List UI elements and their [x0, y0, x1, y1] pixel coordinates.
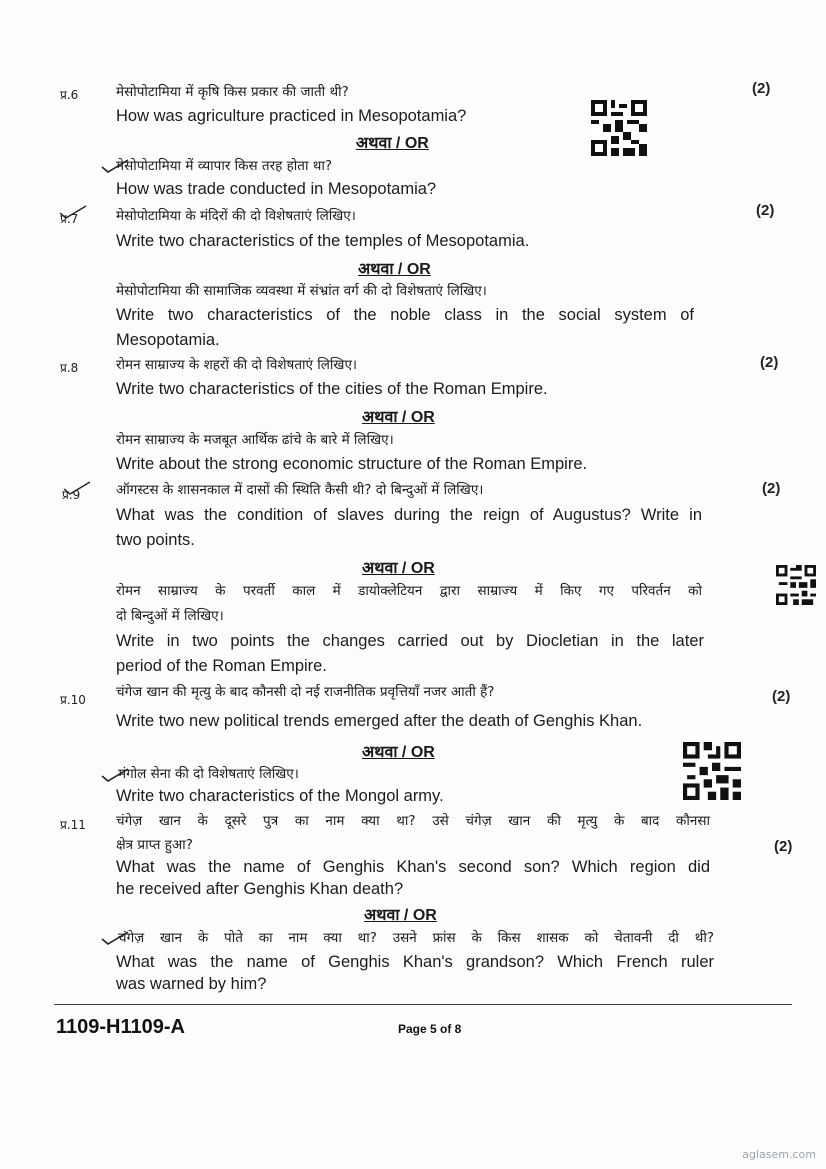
question-text-english-continued: two points.: [116, 531, 195, 549]
question-number: प्र.9: [62, 488, 81, 502]
or-label: अथवा / OR: [356, 135, 429, 152]
question-number: प्र.6: [60, 88, 79, 102]
question-number: प्र.7: [60, 212, 79, 226]
qr-code-icon: [683, 742, 741, 800]
question-text-english-continued: he received after Genghis Khan death?: [116, 880, 404, 898]
alternative-text-hindi: मेसोपोटामिया में व्यापार किस तरह होता था?: [116, 158, 333, 174]
alternative-text-english-continued: was warned by him?: [116, 975, 267, 993]
or-label: अथवा / OR: [364, 907, 437, 924]
question-marks: (2): [752, 80, 771, 97]
qr-code-icon: [776, 565, 816, 605]
question-text-hindi: चंगेज खान की मृत्यु के बाद कौनसी दो नई राजनीतिक प्रवृत्तियाँ नजर आती हैं?: [116, 684, 495, 700]
question-marks: (2): [772, 688, 791, 705]
alternative-text-english: What was the name of Genghis Khan's grandson? Which French ruler: [116, 953, 714, 971]
or-label: अथवा / OR: [358, 261, 431, 278]
or-label: अथवा / OR: [362, 409, 435, 426]
question-marks: (2): [756, 202, 775, 219]
check-mark-icon: [58, 204, 88, 220]
question-number: प्र.11: [60, 818, 86, 832]
question-text-english: Write two characteristics of the temples of Mesopotamia.: [116, 232, 530, 250]
question-marks: (2): [762, 480, 781, 497]
alternative-text-hindi: रोमन साम्राज्य के मजबूत आर्थिक ढांचे के बारे में लिखिए।: [116, 432, 394, 448]
page-number: Page 5 of 8: [398, 1022, 462, 1036]
alternative-text-hindi: चंगेज़ खान के पोते का नाम क्या था? उसने फ्रांस के किस शासक को चेतावनी दी थी?: [118, 930, 714, 946]
question-marks: (2): [760, 354, 779, 371]
question-number: प्र.8: [60, 361, 79, 375]
alternative-text-english: Write two characteristics of the noble class in the social system of: [116, 306, 694, 324]
question-text-hindi: ऑगस्टस के शासनकाल में दासों की स्थिति कैसी थी? दो बिन्दुओं में लिखिए।: [116, 482, 484, 498]
alternative-text-hindi: मंगोल सेना की दो विशेषताएं लिखिए।: [118, 766, 299, 782]
question-text-hindi: मेसोपोटामिया में कृषि किस प्रकार की जाती थी?: [116, 84, 349, 100]
question-text-english: Write two characteristics of the cities of the Roman Empire.: [116, 380, 548, 398]
question-text-english: What was the name of Genghis Khan's second son? Which region did: [116, 858, 710, 876]
question-text-hindi: रोमन साम्राज्य के शहरों की दो विशेषताएं लिखिए।: [116, 357, 358, 373]
or-label: अथवा / OR: [362, 744, 435, 761]
check-mark-icon: [62, 480, 92, 496]
question-text-english: What was the condition of slaves during the reign of Augustus? Write in: [116, 506, 702, 524]
paper-code: 1109-H1109-A: [56, 1016, 185, 1038]
qr-code-icon: [591, 100, 647, 156]
alternative-text-english-continued: Mesopotamia.: [116, 331, 220, 349]
question-text-hindi: चंगेज़ खान के दूसरे पुत्र का नाम क्या था? उसे चंगेज़ खान की मृत्यु के बाद कौनसा: [116, 813, 710, 829]
question-text-hindi-continued: क्षेत्र प्राप्त हुआ?: [116, 837, 193, 853]
alternative-text-hindi: मेसोपोटामिया की सामाजिक व्यवस्था में संभ्रांत वर्ग की दो विशेषताएं लिखिए।: [116, 283, 487, 299]
watermark: aglasem.com: [742, 1148, 816, 1161]
alternative-text-hindi-continued: दो बिन्दुओं में लिखिए।: [116, 608, 224, 624]
alternative-text-english-continued: period of the Roman Empire.: [116, 657, 327, 675]
question-text-english: Write two new political trends emerged after the death of Genghis Khan.: [116, 712, 643, 730]
alternative-text-hindi: रोमन साम्राज्य के परवर्ती काल में डायोक्लेटियन द्वारा साम्राज्य में किए गए परिवर्तन को: [116, 583, 702, 599]
footer-divider: [54, 1004, 792, 1005]
or-label: अथवा / OR: [362, 560, 435, 577]
question-marks: (2): [774, 838, 793, 855]
alternative-text-english: Write about the strong economic structure of the Roman Empire.: [116, 455, 588, 473]
question-number: प्र.10: [60, 693, 86, 707]
alternative-text-english: How was trade conducted in Mesopotamia?: [116, 180, 437, 198]
alternative-text-english: Write in two points the changes carried out by Diocletian in the later: [116, 632, 704, 650]
alternative-text-english: Write two characteristics of the Mongol army.: [116, 787, 444, 805]
question-text-english: How was agriculture practiced in Mesopotamia?: [116, 107, 467, 125]
question-text-hindi: मेसोपोटामिया के मंदिरों की दो विशेषताएं लिखिए।: [116, 208, 356, 224]
